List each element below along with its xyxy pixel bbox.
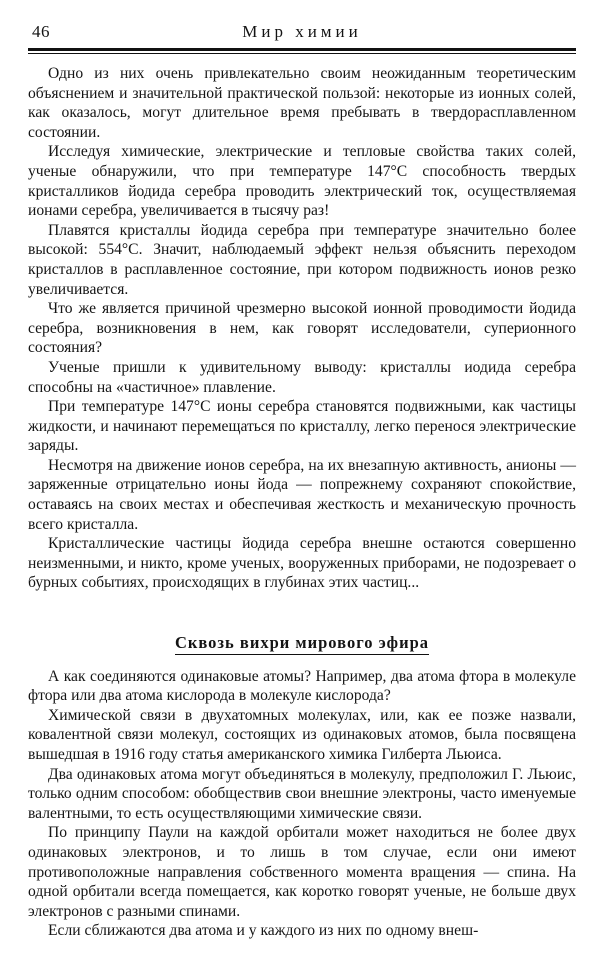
paragraph: Плавятся кристаллы йодида серебра при температуре значительно более высокой: 554°С. Значит, наблюдаемый эффект нельзя объяснить переходом кристаллов в расплавленное состояние, при котором подвижность ионов резко увеличивается. bbox=[28, 221, 576, 298]
paragraph: По принципу Паули на каждой орбитали может находиться не более двух одинаковых электронов, и то лишь в том случае, если они имеют противоположные направления собственного момента вращения — спина. На одной орбитали всегда помещается, как коротко говорят ученые, не больше двух электронов с разными спинами. bbox=[28, 824, 576, 920]
paragraph: Несмотря на движение ионов серебра, на их внезапную активность, анионы — заряженные отрицательно ионы йода — попрежнему сохраняют спокойствие, оставаясь на своих местах и обеспечивая жесткость и механическую прочность всего кристалла. bbox=[28, 456, 576, 533]
header-rule-thin bbox=[28, 53, 576, 54]
paragraph: Если сближаются два атома и у каждого из них по одному внеш- bbox=[48, 922, 479, 940]
running-title: Мир химии bbox=[242, 22, 362, 41]
paragraph: Кристаллические частицы йодида серебра внешне остаются совершенно неизменными, и никто, кроме ученых, вооруженных приборами, не подозревает о бурных событиях, происходящих в глубинах этих частиц... bbox=[28, 535, 576, 592]
paragraph: Что же является причиной чрезмерно высокой ионной проводимости йодида серебра, возникновения в нем, как говорят исследователи, суперионного состояния? bbox=[28, 300, 576, 357]
paragraph: Два одинаковых атома могут объединяться в молекулу, предположил Г. Льюис, только одним способом: обобществив свои внешние электроны, часто именуемые валентными, то есть осуществляющими химические связи. bbox=[28, 765, 576, 822]
section-heading bbox=[28, 633, 576, 655]
paragraph: Исследуя химические, электрические и тепловые свойства таких солей, ученые обнаружили, что при температуре 147°С способность твердых кристалликов йодида серебра проводить электрический ток, осуществляемая ионами серебра, увеличивается в тысячу раз! bbox=[28, 143, 576, 220]
paragraph: При температуре 147°С ионы серебра становятся подвижными, как частицы жидкости, и начинают перемещаться по кристаллу, легко перенося электрические заряды. bbox=[28, 398, 576, 455]
paragraph: Ученые пришли к удивительному выводу: кристаллы иодида серебра способны на «частичное» плавление. bbox=[28, 358, 576, 396]
paragraph: Химической связи в двухатомных молекулах, или, как ее позже назвали, ковалентной связи молекул, состоящих из одинаковых атомов, была посвящена вышедшая в 1916 году статья американского химика Гилберта Льюиса. bbox=[28, 706, 576, 763]
paragraph: Одно из них очень привлекательно своим неожиданным теоретическим объяснением и значительной практической пользой: некоторые из ионных солей, как оказалось, могут длительное время пребывать в твердорасплавленном состоянии. bbox=[28, 65, 576, 141]
paragraph: А как соединяются одинаковые атомы? Например, два атома фтора в молекуле фтора или два атома кислорода в молекуле кислорода? bbox=[28, 667, 576, 705]
section-title: Сквозь вихри мирового эфира bbox=[175, 633, 429, 655]
page-header bbox=[28, 16, 576, 42]
header-rule-thick bbox=[28, 48, 576, 51]
page-body bbox=[28, 64, 576, 941]
page-number: 46 bbox=[32, 22, 50, 41]
